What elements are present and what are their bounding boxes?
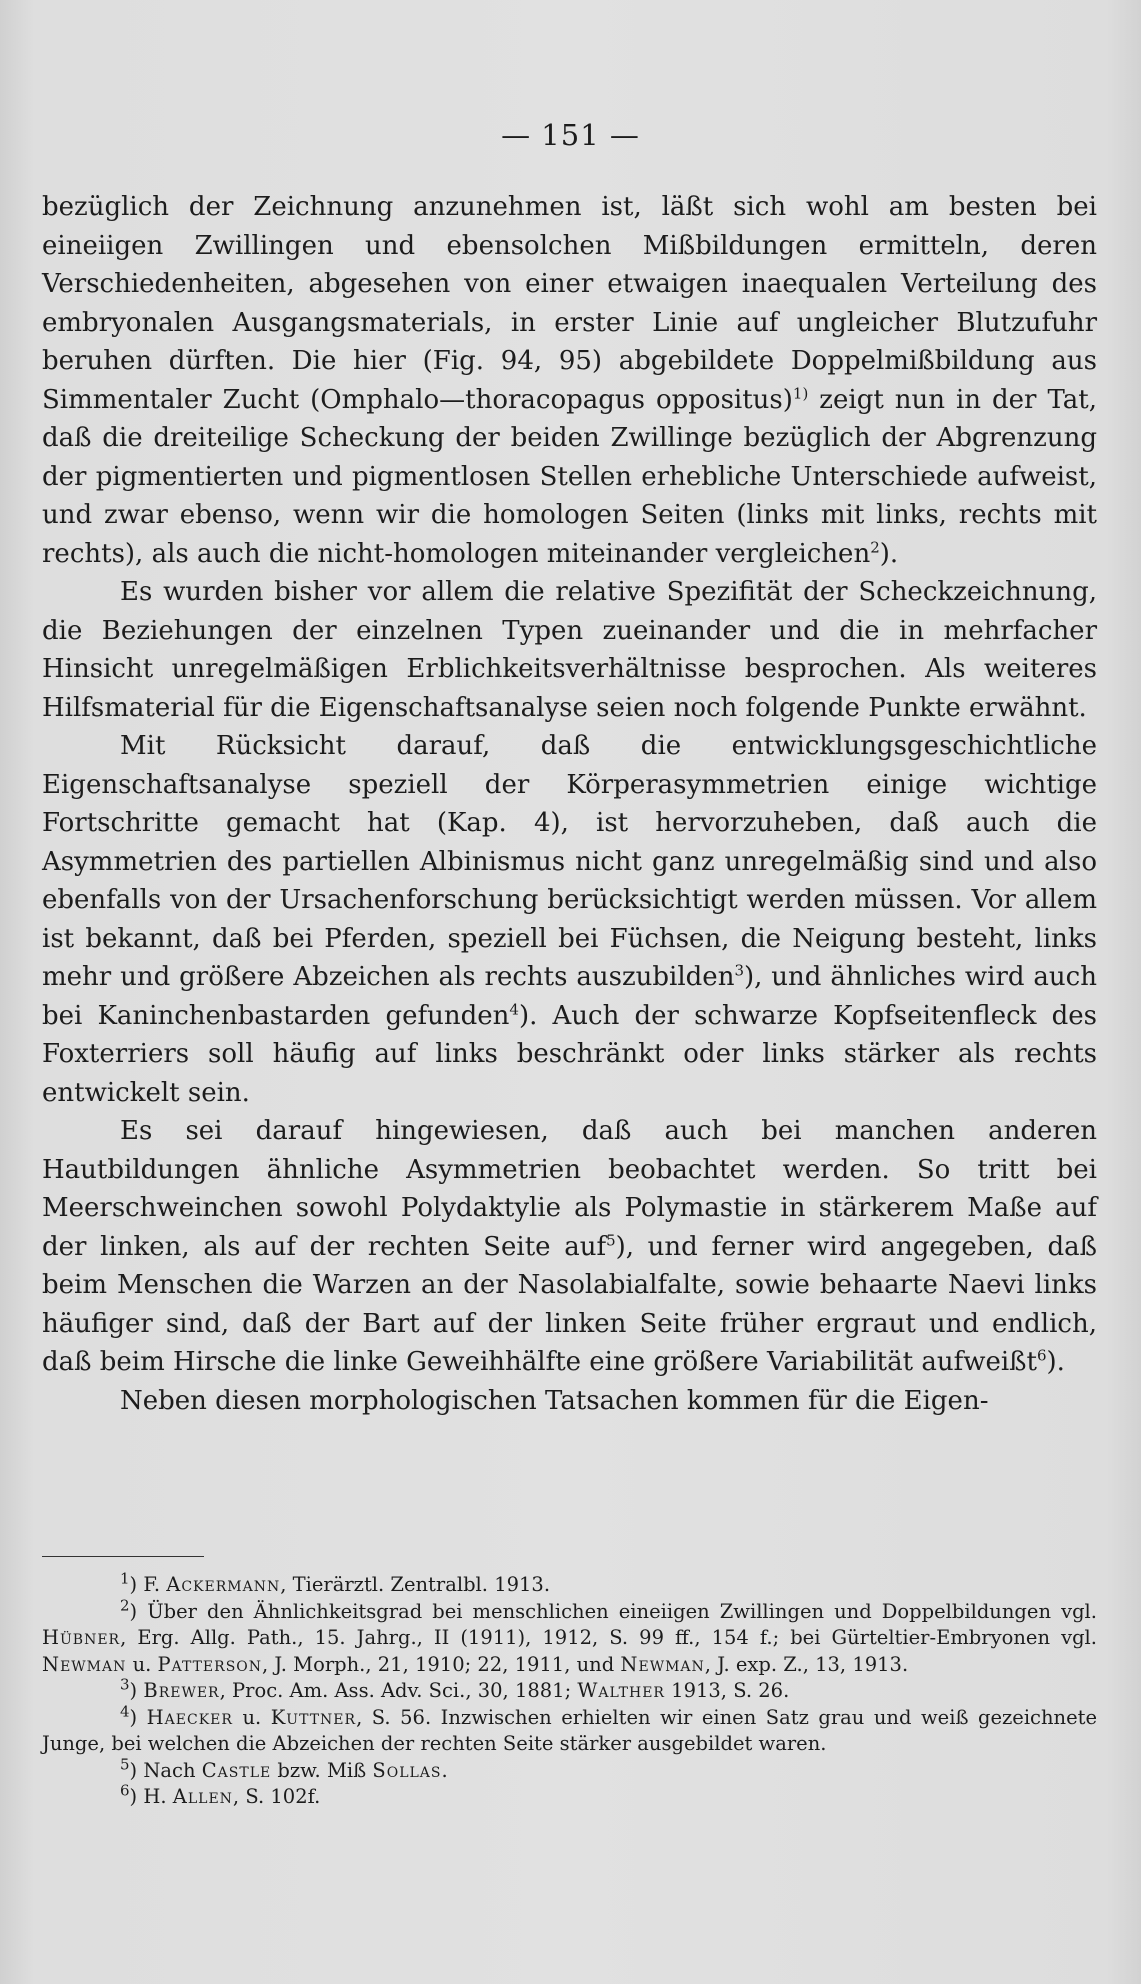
text-run: ). Auch der schwarze Kopfseitenfleck des Foxterriers soll häufig auf links beschränkt oder links stärker als rechts entwickelt sein. — [42, 1000, 1097, 1108]
text-run: , J. Morph., 21, 1910; 22, 1911, und — [262, 1652, 621, 1676]
footnote-marker: 5 — [120, 1755, 130, 1773]
text-run: ) — [129, 1679, 144, 1702]
text-run: ). — [1046, 1347, 1065, 1377]
footnote-marker: 2 — [870, 537, 880, 556]
footnote-marker: 4 — [509, 999, 519, 1018]
text-run: Mit Rücksicht darauf, daß die entwicklungsgeschichtliche Eigenschaftsanalyse speziell der Körperasymmetrien einige wichtige Fortschritte gemacht hat (Kap. 4), ist hervorzuheben, daß auch die Asymmetrien des partiellen Albinismus nicht ganz unregelmäßig sind und also ebenfalls von der Ursachenforschung berücksichtigt werden müssen. Vor allem ist bekannt, daß bei Pferden, speziell bei Füchsen, die Neigung besteht, links mehr und größere Abzeichen als rechts auszubilden — [42, 731, 1097, 992]
footnote — [42, 1675, 1097, 1705]
paragraph — [42, 1112, 1097, 1382]
footnote — [42, 1569, 1097, 1599]
paragraph — [42, 188, 1097, 573]
paragraph — [42, 727, 1097, 1112]
footnote — [42, 1702, 1098, 1758]
footnote — [42, 1755, 1097, 1785]
text-run: , Proc. Am. Ass. Adv. Sci., 30, 1881; — [219, 1679, 578, 1702]
page-number-header: — 151 — — [501, 118, 640, 152]
text-run: 1913, S. 26. — [664, 1679, 790, 1702]
text-run: ), und ähnliches wird auch bei Kaninchenbastarden gefunden — [42, 962, 1097, 1031]
footnote — [42, 1596, 1097, 1679]
footnote — [42, 1781, 1097, 1811]
footnote-marker: 3 — [734, 961, 744, 980]
author-name: Haecker — [146, 1705, 233, 1729]
author-name: Brewer — [143, 1679, 220, 1702]
footnote-marker: 1 — [120, 1569, 130, 1588]
text-run: , Tierärztl. Zentralbl. 1913. — [280, 1573, 551, 1596]
footnote-marker: 4 — [120, 1702, 130, 1720]
text-run: ), und ferner wird angegeben, daß beim Menschen die Warzen an der Nasolabialfalte, sowie behaarte Naevi links häufiger sind, daß der Bart auf der linken Seite früher ergraut und endlich, daß beim Hirsche die linke Geweihhälfte eine größere Variabilität aufweißt — [42, 1231, 1097, 1377]
text-run: Neben diesen morphologischen Tatsachen kommen für die Eigen- — [120, 1385, 989, 1416]
text-run: ) Nach — [129, 1758, 202, 1782]
author-name: Hübner — [42, 1626, 121, 1649]
text-run: ). — [879, 538, 899, 569]
text-run: ) F. — [129, 1573, 167, 1596]
author-name: Castle — [201, 1758, 272, 1782]
footnote-marker: 6 — [1036, 1346, 1047, 1365]
text-run: , J. exp. Z., 13, 1913. — [704, 1652, 909, 1676]
text-run: bzw. Miß — [271, 1758, 373, 1782]
footnote-marker: 2 — [120, 1596, 130, 1614]
text-run: , S. 56. Inzwischen erhielten wir einen Satz grau und weiß gezeichnete Junge, bei welchen die Abzeichen der rechten Seite stärker ausgebildet waren. — [42, 1705, 1098, 1755]
paragraph — [42, 573, 1097, 727]
text-run: zeigt nun in der Tat, daß die dreiteilige Scheckung der beiden Zwillinge bezüglich der Abgrenzung der pigmentierten und pigmentlosen Stellen erhebliche Unterschiede aufweist, und zwar ebenso, wenn wir die homologen Seiten (links mit links, rechts mit rechts), als auch die nicht-homologen miteinander vergleichen — [42, 384, 1097, 569]
main-text — [42, 188, 1097, 1420]
footnote-marker: 6 — [120, 1781, 130, 1800]
text-run: u. — [126, 1652, 158, 1676]
text-run: Es sei darauf hingewiesen, daß auch bei manchen anderen Hautbildungen ähnliche Asymmetrien beobachtet werden. So tritt bei Meerschweinchen sowohl Polydaktylie als Polymastie in stärkerem Maße auf der linken, als auf der rechten Seite auf — [42, 1116, 1097, 1262]
text-run: , S. 102f. — [232, 1785, 321, 1808]
author-name: Walther — [577, 1679, 665, 1702]
text-run: ) — [129, 1705, 147, 1729]
author-name: Allen — [172, 1785, 233, 1808]
author-name: Newman — [620, 1652, 705, 1676]
author-name: Patterson — [157, 1652, 263, 1676]
text-run: ) Über den Ähnlichkeitsgrad bei menschlichen eineiigen Zwillingen und Doppelbildungen vgl. — [129, 1599, 1097, 1623]
text-run: , Erg. Allg. Path., 15. Jahrg., II (1911), 1912, S. 99 ff., 154 f.; bei Gürteltier-Embryonen vgl. — [120, 1626, 1097, 1649]
footnote-marker: 1) — [792, 383, 809, 402]
author-name: Ackermann — [166, 1573, 281, 1596]
text-run: . — [441, 1758, 448, 1782]
author-name: Sollas — [372, 1758, 442, 1782]
footnote-separator — [42, 1556, 204, 1557]
text-run: Es wurden bisher vor allem die relative Spezifität der Scheckzeichnung, die Beziehungen der einzelnen Typen zueinander und die in mehrfacher Hinsicht unregelmäßigen Erblichkeitsverhältnisse besprochen. Als weiteres Hilfsmaterial für die Eigenschaftsanalyse seien noch folgende Punkte erwähnt. — [42, 577, 1097, 723]
footnote-marker: 3 — [120, 1675, 130, 1694]
paragraph — [42, 1382, 1097, 1421]
text-run: ) H. — [129, 1785, 173, 1808]
footnote-marker: 5 — [606, 1230, 616, 1249]
footnotes — [42, 1569, 1098, 1811]
text-run: u. — [232, 1705, 271, 1729]
author-name: Kuttner — [270, 1705, 357, 1729]
author-name: Newman — [42, 1652, 127, 1676]
text-run: bezüglich der Zeichnung anzunehmen ist, läßt sich wohl am besten bei eineiigen Zwillingen und ebensolchen Mißbildungen ermitteln, deren Verschiedenheiten, abgesehen von einer etwaigen inaequalen Verteilung des embryonalen Ausgangsmaterials, in erster Linie auf ungleicher Blutzufuhr beruhen dürften. Die hier (Fig. 94, 95) abgebildete Doppelmißbildung aus Simmentaler Zucht (Omphalo—thoracopagus oppositus) — [42, 192, 1097, 415]
